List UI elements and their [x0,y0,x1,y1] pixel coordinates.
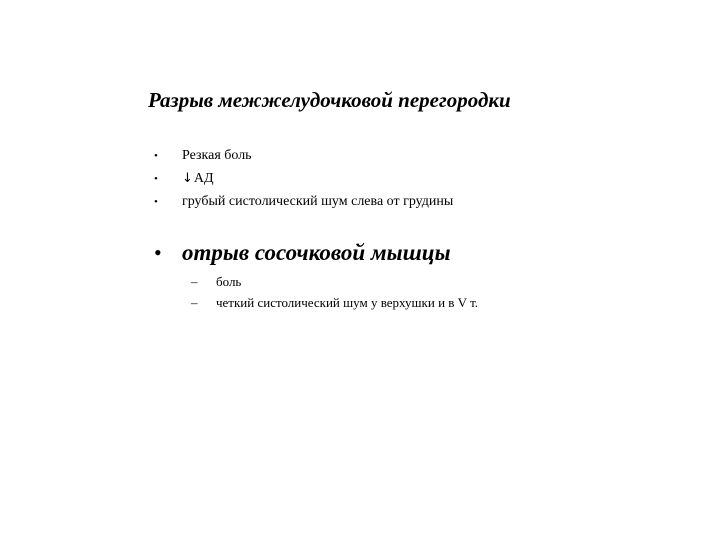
list-item [154,171,453,194]
sub-list-item-text: боль [216,274,242,289]
list-item-text: грубый систолический шум слева от грудины [182,194,454,209]
dash-icon: – [191,274,198,289]
list-item-text: АД [193,171,214,186]
sub-list-item [191,274,478,295]
sub-list [191,274,478,316]
bullet-icon: • [154,196,158,208]
down-arrow-icon: ↓ [182,171,193,186]
dash-icon: – [191,295,198,310]
section-heading: отрыв сосочковой мышцы [182,240,451,265]
bullet-icon: • [154,173,158,185]
bullet-list [154,148,453,217]
bullet-icon: • [154,150,158,162]
section-heading-item [154,240,451,266]
list-item [154,148,453,171]
list-item-text: Резкая боль [182,148,252,163]
slide-title: Разрыв межжелудочковой перегородки [148,88,511,112]
sub-list-item-text: четкий систолический шум у верхушки и в V т. [216,295,479,310]
list-item [154,194,453,217]
bullet-icon: • [154,240,162,265]
sub-list-item [191,295,478,316]
